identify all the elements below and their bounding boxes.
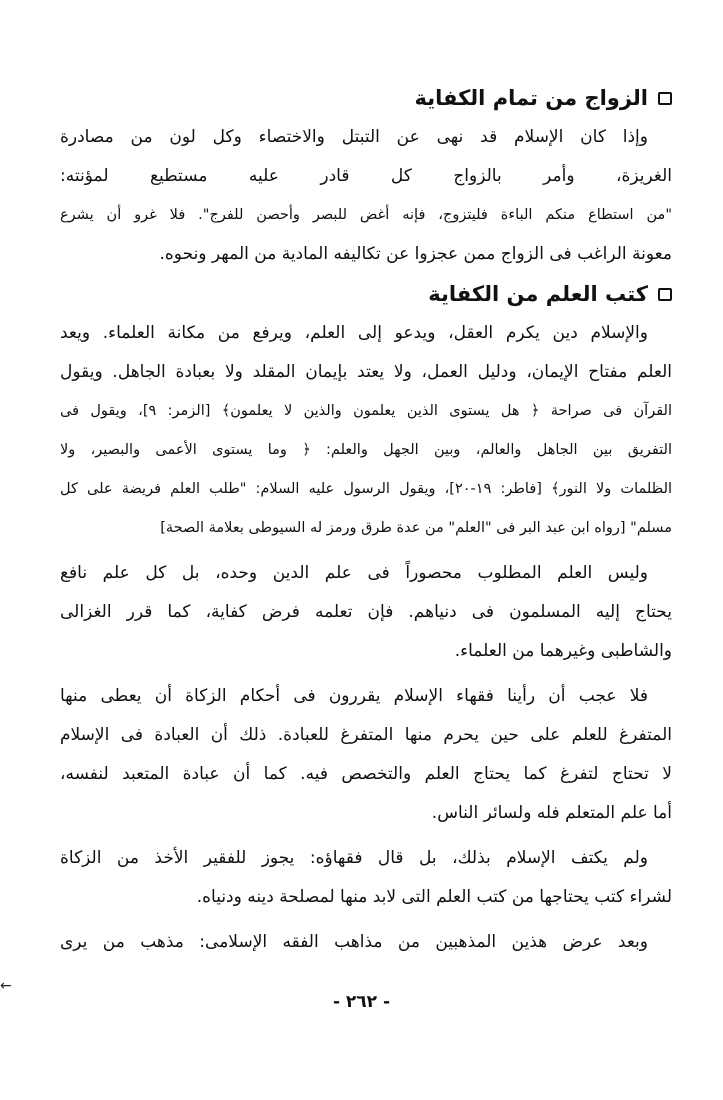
- text-line: "من استطاع منكم الباءة فليتزوج، فإنه أغض للبصر وأحصن للفرج". فلا غرو أن يشرع: [60, 207, 672, 223]
- text-line: الغريزة، وأمر بالزواج كل قادر عليه مستطيع لمؤنته:: [60, 166, 672, 186]
- text-line: والشاطبى وغيرهما من العلماء.: [454, 641, 672, 661]
- text-line: أما علم المتعلم فله ولسائر الناس.: [431, 803, 672, 823]
- paragraph: [60, 554, 672, 671]
- text-line: القرآن فى صراحة ﴿ هل يستوى الذين يعلمون والذين لا يعلمون﴾ [الزمر: ٩]، ويقول فى: [60, 403, 672, 419]
- text-line: العلم مفتاح الإيمان، ودليل العمل، ولا يعتد بإيمان المقلد ولا بعبادة الجاهل. ويقول: [60, 362, 672, 382]
- text-line: لشراء كتب يحتاجها من كتب العلم التى لابد منها لمصلحة دينه ودنياه.: [196, 887, 672, 907]
- text-line: لا تحتاج لتفرغ كما يحتاج العلم والتخصص فيه. كما أن عبادة المتعبد لنفسه،: [60, 764, 672, 784]
- paragraph: [60, 314, 672, 548]
- text-line: التفريق بين الجاهل والعالم، وبين الجهل والعلم: ﴿ وما يستوى الأعمى والبصير، ولا: [60, 442, 672, 458]
- margin-mark-icon: ←: [0, 978, 12, 994]
- text-line: وليس العلم المطلوب محصوراً فى علم الدين وحده، بل كل علم نافع: [60, 563, 648, 583]
- text-line: الظلمات ولا النور﴾ [فاطر: ١٩-٢٠]، ويقول الرسول عليه السلام: "طلب العلم فريضة على كل: [60, 481, 672, 497]
- page-body: [60, 78, 672, 962]
- text-line: وبعد عرض هذين المذهبين من مذاهب الفقه الإسلامى: مذهب من يرى: [60, 932, 648, 952]
- paragraph: [60, 923, 672, 962]
- text-line: والإسلام دين يكرم العقل، ويدعو إلى العلم، ويرفع من مكانة العلماء. ويعد: [60, 323, 648, 343]
- page-number: - ٢٦٢ -: [332, 992, 391, 1012]
- text-line: معونة الراغب فى الزواج ممن عجزوا عن تكاليفه المادية من المهر ونحوه.: [159, 244, 672, 264]
- section-heading: [60, 274, 672, 314]
- text-line: وإذا كان الإسلام قد نهى عن التبتل والاختصاء وكل لون من مصادرة: [60, 127, 648, 147]
- paragraph: [60, 118, 672, 274]
- text-line: ولم يكتف الإسلام بذلك، بل قال فقهاؤه: يجوز للفقير الأخذ من الزكاة: [60, 848, 648, 868]
- text-line: المتفرغ للعلم على حين يحرم منها المتفرغ للعبادة. ذلك أن العبادة فى الإسلام: [60, 725, 672, 745]
- text-line: فلا عجب أن رأينا فقهاء الإسلام يقررون فى أحكام الزكاة أن يعطى منها: [60, 686, 648, 706]
- square-bullet-icon: [658, 288, 672, 301]
- paragraph: [60, 839, 672, 917]
- text-line: يحتاج إليه المسلمون فى دنياهم. فإن تعلمه فرض كفاية، كما قرر الغزالى: [60, 602, 672, 622]
- section-heading: [60, 78, 672, 118]
- section-heading-text: الزواج من تمام الكفاية: [414, 86, 648, 110]
- paragraph: [60, 677, 672, 833]
- section-heading-text: كتب العلم من الكفاية: [428, 282, 648, 306]
- text-line: مسلم" [رواه ابن عبد البر فى "العلم" من عدة طرق ورمز له السيوطى بعلامة الصحة]: [160, 520, 672, 536]
- square-bullet-icon: [658, 92, 672, 105]
